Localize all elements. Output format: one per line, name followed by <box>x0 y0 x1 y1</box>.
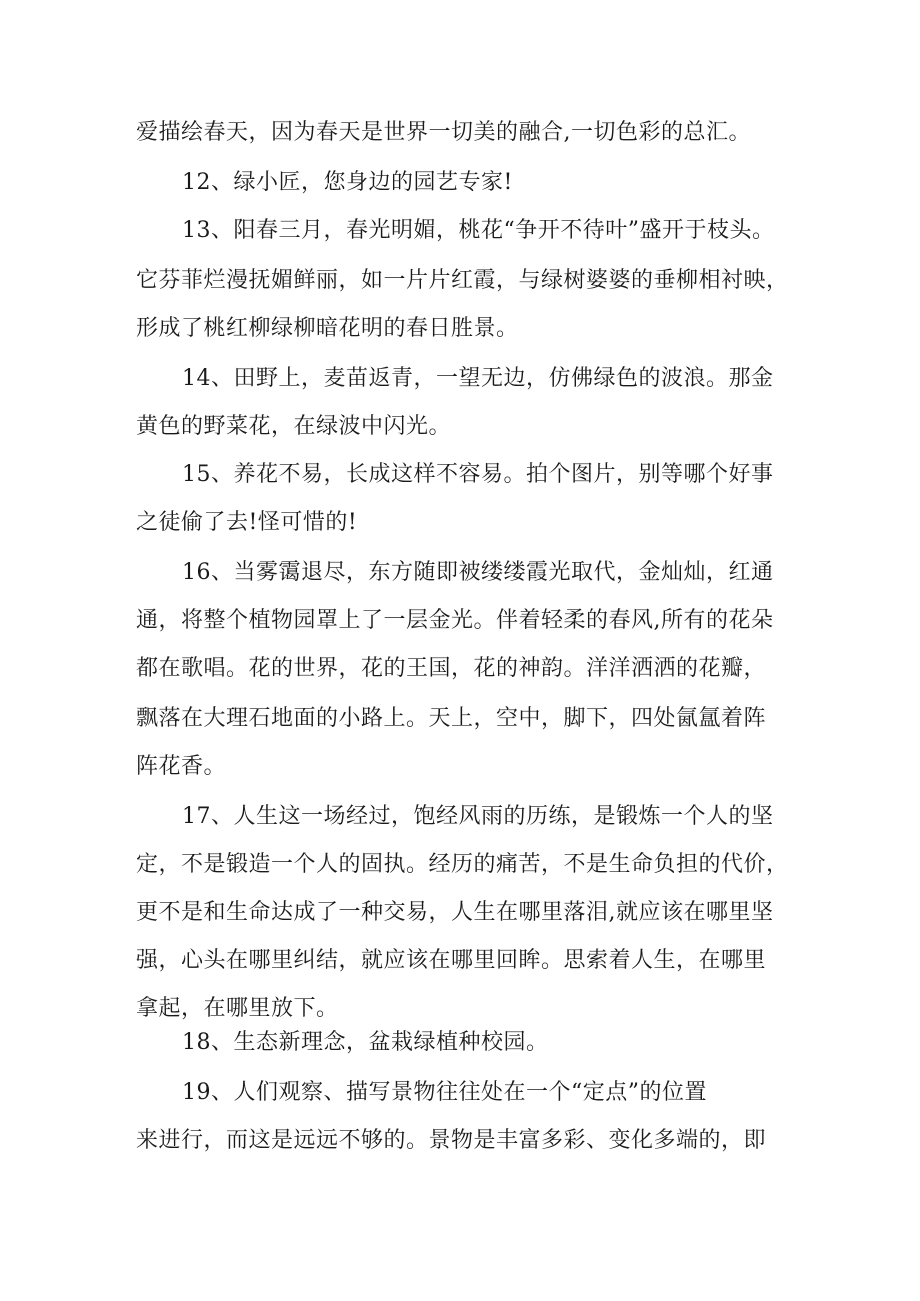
text-line: 15、养花不易，长成这样不容易。拍个图片，别等哪个好事 <box>182 462 774 487</box>
text-line: 12、绿小匠，您身边的园艺专家! <box>182 170 513 195</box>
text-line: 强，心头在哪里纠结，就应该在哪里回眸。思索着人生，在哪里 <box>136 948 767 973</box>
text-line: 爱描绘春天，因为春天是世界一切美的融合,一切色彩的总汇。 <box>136 120 751 145</box>
text-line: 更不是和生命达成了一种交易，人生在哪里落泪,就应该在哪里坚 <box>136 900 774 925</box>
text-line: 形成了桃红柳绿柳暗花明的春日胜景。 <box>136 316 519 341</box>
text-line: 阵花香。 <box>136 754 227 779</box>
text-line: 来进行，而这是远远不够的。景物是丰富多彩、变化多端的，即 <box>136 1128 767 1153</box>
text-line: 19、人们观察、描写景物往往处在一个“定点”的位置 <box>182 1080 707 1105</box>
text-line: 都在歌唱。花的世界，花的王国，花的神韵。洋洋洒洒的花瓣， <box>136 656 767 681</box>
text-line: 通，将整个植物园罩上了一层金光。伴着轻柔的春风,所有的花朵 <box>136 608 774 633</box>
text-line: 17、人生这一场经过，饱经风雨的历练，是锻炼一个人的坚 <box>182 804 774 829</box>
text-line: 定，不是锻造一个人的固执。经历的痛苦，不是生命负担的代价， <box>136 852 789 877</box>
text-line: 之徒偷了去!怪可惜的! <box>136 510 358 535</box>
text-line: 它芬菲烂漫抚媚鲜丽，如一片片红霞，与绿树婆婆的垂柳相衬映， <box>136 268 789 293</box>
text-line: 18、生态新理念，盆栽绿植种校园。 <box>182 1030 549 1055</box>
text-line: 拿起，在哪里放下。 <box>136 996 339 1021</box>
text-line: 飘落在大理石地面的小路上。天上，空中，脚下，四处氤氲着阵 <box>136 706 767 731</box>
text-line: 16、当雾霭退尽，东方随即被缕缕霞光取代，金灿灿，红通 <box>182 560 774 585</box>
text-line: 14、田野上，麦苗返青，一望无边，仿佛绿色的波浪。那金 <box>182 366 774 391</box>
text-line: 黄色的野菜花，在绿波中闪光。 <box>136 414 452 439</box>
text-line: 13、阳春三月，春光明媚，桃花“争开不待叶”盛开于枝头。 <box>182 218 775 243</box>
